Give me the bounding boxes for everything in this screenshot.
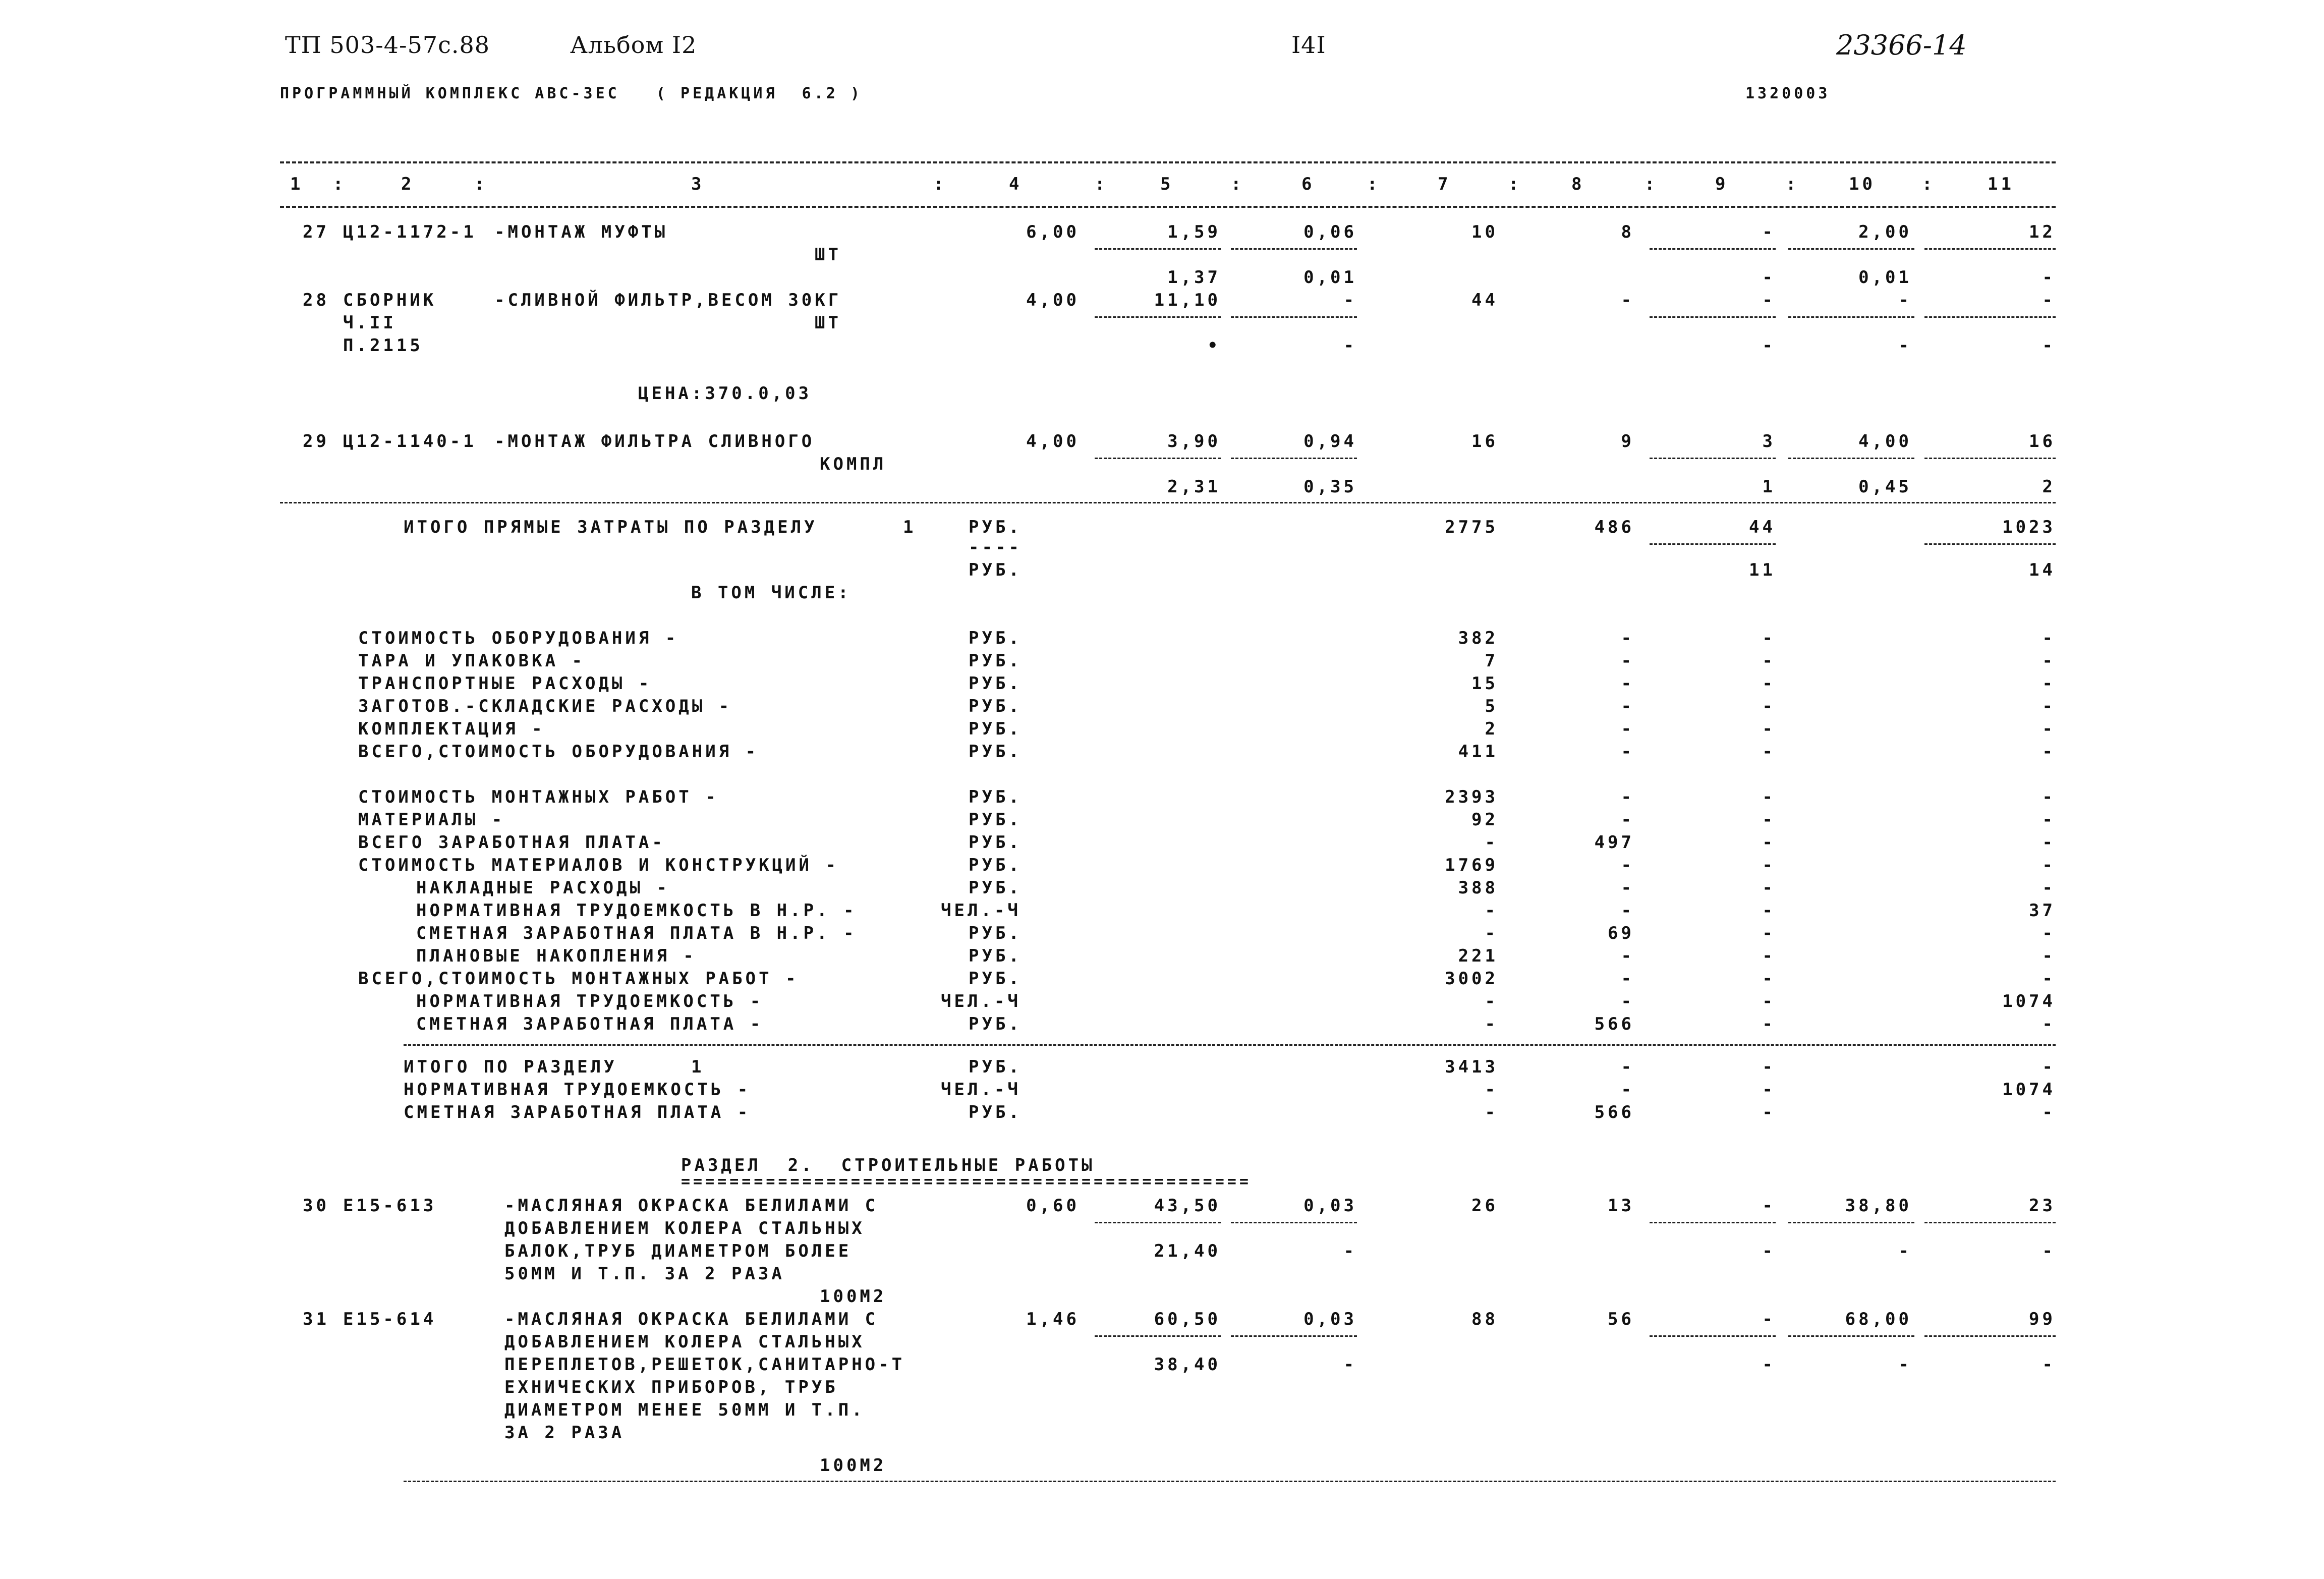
in-that-label: В ТОМ ЧИСЛЕ:: [691, 583, 852, 603]
sub-rule: [1095, 1222, 1221, 1223]
program-title: ПРОГРАММНЫЙ КОМПЛЕКС АВС-3ЕС ( РЕДАКЦИЯ 6.2 ): [280, 85, 863, 102]
total-direct-unit: РУБ.: [969, 517, 1022, 537]
cell-c10b: 0,45: [1858, 477, 1912, 497]
section-total-unit: ЧЕЛ.-Ч: [941, 1080, 1021, 1100]
column-separator: :: [1367, 174, 1381, 194]
cell-c7: 88: [1471, 1309, 1498, 1329]
row-code: Ц12-1140-1: [343, 431, 477, 452]
row-unit: ШТ: [815, 313, 841, 333]
cell-c11b: -: [2042, 1355, 2056, 1375]
cell-c11b: -: [2042, 335, 2056, 356]
cell-c7: 411: [1458, 742, 1498, 762]
works-unit: РУБ.: [969, 1014, 1022, 1034]
row-number: 31: [303, 1309, 329, 1329]
cell-c8: 56: [1608, 1309, 1634, 1329]
cell-c5b: 2,31: [1167, 477, 1221, 497]
sub-rule: [1788, 1222, 1914, 1223]
row-desc-line: ДОБАВЛЕНИЕМ КОЛЕРА СТАЛЬНЫХ: [504, 1218, 865, 1238]
cell-c8: -: [1621, 991, 1634, 1011]
cell-c9: -: [1762, 1196, 1776, 1216]
row-unit: ШТ: [815, 245, 841, 265]
cell-c11: 23: [2029, 1196, 2056, 1216]
section-total-unit: РУБ.: [969, 1057, 1022, 1077]
cell-c11: -: [2042, 742, 2056, 762]
cell-c7: -: [1485, 1080, 1498, 1100]
cell-c9: -: [1762, 946, 1776, 966]
cell-c8: -: [1621, 855, 1634, 875]
total-c8: 486: [1594, 517, 1634, 537]
row-desc-line: -МАСЛЯНАЯ ОКРАСКА БЕЛИЛАМИ С: [504, 1309, 879, 1329]
cell-c11: -: [2042, 673, 2056, 694]
cell-c7: 1769: [1445, 855, 1498, 875]
cell-c9: -: [1762, 969, 1776, 989]
program-code: 1320003: [1745, 85, 1831, 102]
row-unit: КОМПЛ: [820, 454, 887, 474]
cell-c8: -: [1621, 651, 1634, 671]
cell-c9: -: [1762, 855, 1776, 875]
column-number: 6: [1301, 174, 1315, 194]
column-number: 11: [1988, 174, 2014, 194]
row-desc-line: БАЛОК,ТРУБ ДИАМЕТРОМ БОЛЕЕ: [504, 1241, 852, 1261]
cell-c7: 2: [1485, 719, 1498, 739]
cell-c8: 566: [1594, 1014, 1634, 1034]
column-separator: :: [933, 174, 947, 194]
cell-c9: 3: [1762, 431, 1776, 452]
total-c9: 44: [1749, 517, 1776, 537]
cell-c6b: 0,35: [1303, 477, 1357, 497]
works-label: НОРМАТИВНАЯ ТРУДОЕМКОСТЬ -: [416, 991, 764, 1011]
cell-c4: 4,00: [1026, 431, 1080, 452]
works-label: СТОИМОСТЬ МОНТАЖНЫХ РАБОТ -: [358, 787, 719, 807]
sub-rule: [1924, 1222, 2056, 1223]
cell-c11: 1074: [2002, 1080, 2056, 1100]
header-bottom-rule: [280, 206, 2056, 208]
cell-c9: -: [1762, 900, 1776, 921]
column-separator: :: [1922, 174, 1936, 194]
row-desc-line: ЕХНИЧЕСКИХ ПРИБОРОВ, ТРУБ: [504, 1377, 838, 1397]
cell-c4: 6,00: [1026, 222, 1080, 242]
cell-c7: 3413: [1445, 1057, 1498, 1077]
cell-c10b: -: [1898, 1355, 1912, 1375]
doc-code: ТП 503-4-57с.88: [285, 31, 490, 59]
cell-c8: -: [1621, 946, 1634, 966]
cell-c7: 5: [1485, 696, 1498, 716]
cell-c6b: 0,01: [1303, 267, 1357, 288]
works-unit: РУБ.: [969, 923, 1022, 943]
cell-c9b: -: [1762, 335, 1776, 356]
column-number: 8: [1571, 174, 1585, 194]
cell-c11: 12: [2029, 222, 2056, 242]
equip-label: СТОИМОСТЬ ОБОРУДОВАНИЯ -: [358, 628, 679, 648]
cell-c9: -: [1762, 923, 1776, 943]
cell-c11: 16: [2029, 431, 2056, 452]
cell-c10b: -: [1898, 335, 1912, 356]
cell-c9b: 1: [1762, 477, 1776, 497]
row-desc-line: ПЕРЕПЛЕТОВ,РЕШЕТОК,САНИТАРНО-Т: [504, 1355, 905, 1375]
sub-rule: [1095, 1335, 1221, 1337]
total-direct-section: 1: [903, 517, 917, 537]
equip-label: ТРАНСПОРТНЫЕ РАСХОДЫ -: [358, 673, 652, 694]
cell-c9: -: [1762, 832, 1776, 853]
sub-rule: [1231, 1335, 1357, 1337]
column-separator: :: [1095, 174, 1108, 194]
cell-c8: -: [1621, 696, 1634, 716]
total-c9b: 11: [1749, 560, 1776, 580]
works-label: НАКЛАДНЫЕ РАСХОДЫ -: [416, 878, 670, 898]
equip-label: ВСЕГО,СТОИМОСТЬ ОБОРУДОВАНИЯ -: [358, 742, 759, 762]
cell-c8: -: [1621, 810, 1634, 830]
sub-rule: [1231, 1222, 1357, 1223]
sub-rule: [1924, 248, 2056, 250]
cell-c5: 11,10: [1154, 290, 1221, 310]
cell-c11: 99: [2029, 1309, 2056, 1329]
sub-rule: [1924, 543, 2056, 545]
equip-unit: РУБ.: [969, 673, 1022, 694]
cell-c11: -: [2042, 969, 2056, 989]
cell-c7: -: [1485, 832, 1498, 853]
sub-rule: [1650, 458, 1776, 459]
works-unit: РУБ.: [969, 787, 1022, 807]
sub-rule: [1788, 1335, 1914, 1337]
cell-c6b: -: [1343, 335, 1357, 356]
cell-c8: 13: [1608, 1196, 1634, 1216]
row-price: ЦЕНА:370.0,03: [638, 383, 812, 404]
equip-label: КОМПЛЕКТАЦИЯ -: [358, 719, 545, 739]
sub-rule: [1650, 316, 1776, 318]
total-direct-unit2: РУБ.: [969, 560, 1022, 580]
cell-c8: 69: [1608, 923, 1634, 943]
cell-c8: 9: [1621, 431, 1634, 452]
cell-c5b: 38,40: [1154, 1355, 1221, 1375]
cell-c6b: -: [1343, 1355, 1357, 1375]
column-separator: :: [333, 174, 347, 194]
table-bottom-rule: [404, 1481, 2056, 1482]
works-unit: РУБ.: [969, 810, 1022, 830]
works-unit: РУБ.: [969, 878, 1022, 898]
row-desc-line: 50ММ И Т.П. ЗА 2 РАЗА: [504, 1264, 785, 1284]
cell-c9b: -: [1762, 267, 1776, 288]
cell-c6: 0,03: [1303, 1196, 1357, 1216]
cell-c7: 7: [1485, 651, 1498, 671]
row-desc-line: ЗА 2 РАЗА: [504, 1423, 625, 1443]
cell-c7: -: [1485, 923, 1498, 943]
cell-c9: -: [1762, 1014, 1776, 1034]
works-label: ВСЕГО ЗАРАБОТНАЯ ПЛАТА-: [358, 832, 665, 853]
column-separator: :: [474, 174, 488, 194]
cell-c5b: •: [1207, 335, 1221, 356]
row-desc-line: ДОБАВЛЕНИЕМ КОЛЕРА СТАЛЬНЫХ: [504, 1332, 865, 1352]
cell-c10: 2,00: [1858, 222, 1912, 242]
cell-c5b: 21,40: [1154, 1241, 1221, 1261]
cell-c9: -: [1762, 1057, 1776, 1077]
cell-c8: 497: [1594, 832, 1634, 853]
cell-c11: -: [2042, 923, 2056, 943]
cell-c11: 1074: [2002, 991, 2056, 1011]
cell-c11: -: [2042, 1014, 2056, 1034]
cell-c9: -: [1762, 1102, 1776, 1122]
cell-c11: -: [2042, 946, 2056, 966]
column-separator: :: [1786, 174, 1799, 194]
cell-c6: 0,94: [1303, 431, 1357, 452]
row-name: -МОНТАЖ МУФТЫ: [494, 222, 668, 242]
cell-c11: -: [2042, 832, 2056, 853]
cell-c11: -: [2042, 787, 2056, 807]
row-code: Е15-613: [343, 1196, 437, 1216]
section-total-label: ИТОГО ПО РАЗДЕЛУ: [404, 1057, 617, 1077]
cell-c8: -: [1621, 290, 1634, 310]
sub-rule: [1650, 248, 1776, 250]
cell-c11: -: [2042, 290, 2056, 310]
cell-c7: -: [1485, 1014, 1498, 1034]
cell-c7: -: [1485, 900, 1498, 921]
cell-c8: -: [1621, 900, 1634, 921]
works-label: СМЕТНАЯ ЗАРАБОТНАЯ ПЛАТА -: [416, 1014, 764, 1034]
album-label: Альбом I2: [570, 31, 697, 59]
sub-rule: [1924, 458, 2056, 459]
column-number: 9: [1715, 174, 1729, 194]
cell-c9: -: [1762, 651, 1776, 671]
cell-c4: 4,00: [1026, 290, 1080, 310]
cell-c9: -: [1762, 878, 1776, 898]
total-c7: 2775: [1445, 517, 1498, 537]
column-number: 5: [1160, 174, 1174, 194]
column-number: 1: [290, 174, 304, 194]
cell-c9: -: [1762, 1309, 1776, 1329]
cell-c11: -: [2042, 628, 2056, 648]
cell-c9: -: [1762, 810, 1776, 830]
cell-c7: 3002: [1445, 969, 1498, 989]
cell-c7: 92: [1471, 810, 1498, 830]
total-c11b: 14: [2029, 560, 2056, 580]
row-number: 29: [303, 431, 329, 452]
section-total-label: СМЕТНАЯ ЗАРАБОТНАЯ ПЛАТА -: [404, 1102, 751, 1122]
cell-c7: 388: [1458, 878, 1498, 898]
sub-rule: [1231, 316, 1357, 318]
cell-c9: -: [1762, 991, 1776, 1011]
row-desc-line: -МАСЛЯНАЯ ОКРАСКА БЕЛИЛАМИ С: [504, 1196, 879, 1216]
total-c11: 1023: [2002, 517, 2056, 537]
cell-c9: -: [1762, 696, 1776, 716]
cell-c8: -: [1621, 1057, 1634, 1077]
section-total-label: НОРМАТИВНАЯ ТРУДОЕМКОСТЬ -: [404, 1080, 751, 1100]
cell-c11: -: [2042, 810, 2056, 830]
cell-c6: 0,06: [1303, 222, 1357, 242]
cell-c7: 15: [1471, 673, 1498, 694]
sub-rule: [1095, 248, 1221, 250]
inventory-number: 23366-14: [1836, 29, 1967, 61]
cell-c9: -: [1762, 1080, 1776, 1100]
sub-rule: [1095, 316, 1221, 318]
works-unit: РУБ.: [969, 969, 1022, 989]
column-separator: :: [1231, 174, 1244, 194]
cell-c8: 8: [1621, 222, 1634, 242]
column-separator: :: [1645, 174, 1658, 194]
cell-c10: 38,80: [1845, 1196, 1912, 1216]
cell-c5: 3,90: [1167, 431, 1221, 452]
cell-c7: 10: [1471, 222, 1498, 242]
cell-c10: 68,00: [1845, 1309, 1912, 1329]
cell-c9: -: [1762, 673, 1776, 694]
works-label: ВСЕГО,СТОИМОСТЬ МОНТАЖНЫХ РАБОТ -: [358, 969, 799, 989]
row-name: -СЛИВНОЙ ФИЛЬТР,ВЕСОМ 30КГ: [494, 290, 842, 310]
section-rule: [404, 1044, 2056, 1046]
column-number: 10: [1849, 174, 1876, 194]
cell-c5: 1,59: [1167, 222, 1221, 242]
cell-c7: 26: [1471, 1196, 1498, 1216]
cell-c11: -: [2042, 719, 2056, 739]
cell-c7: 2393: [1445, 787, 1498, 807]
cell-c11: -: [2042, 855, 2056, 875]
cell-c11b: -: [2042, 267, 2056, 288]
section2-title: РАЗДЕЛ 2. СТРОИТЕЛЬНЫЕ РАБОТЫ: [681, 1155, 1095, 1175]
sub-rule: [1231, 248, 1357, 250]
works-unit: РУБ.: [969, 855, 1022, 875]
cell-c11b: -: [2042, 1241, 2056, 1261]
row-number: 27: [303, 222, 329, 242]
cell-c9b: -: [1762, 1355, 1776, 1375]
works-unit: ЧЕЛ.-Ч: [941, 900, 1021, 921]
works-label: ПЛАНОВЫЕ НАКОПЛЕНИЯ -: [416, 946, 697, 966]
cell-c7: 44: [1471, 290, 1498, 310]
cell-c9: -: [1762, 290, 1776, 310]
cell-c9: -: [1762, 787, 1776, 807]
cell-c4: 0,60: [1026, 1196, 1080, 1216]
cell-c9: -: [1762, 222, 1776, 242]
works-label: СМЕТНАЯ ЗАРАБОТНАЯ ПЛАТА В Н.Р. -: [416, 923, 857, 943]
cell-c11: -: [2042, 696, 2056, 716]
cell-c5b: 1,37: [1167, 267, 1221, 288]
section-total-unit: РУБ.: [969, 1102, 1022, 1122]
row-code-part: П.2115: [343, 335, 423, 356]
equip-label: ЗАГОТОВ.-СКЛАДСКИЕ РАСХОДЫ -: [358, 696, 732, 716]
cell-c7: 221: [1458, 946, 1498, 966]
row-desc-line: ДИАМЕТРОМ МЕНЕЕ 50ММ И Т.П.: [504, 1400, 865, 1420]
column-number: 7: [1438, 174, 1451, 194]
sub-rule: [1650, 543, 1776, 545]
cell-c9: -: [1762, 719, 1776, 739]
sub-rule: [1924, 1335, 2056, 1337]
sub-rule: [1788, 248, 1914, 250]
works-unit: ЧЕЛ.-Ч: [941, 991, 1021, 1011]
cell-c8: -: [1621, 628, 1634, 648]
row-unit: 100М2: [820, 1455, 887, 1476]
sub-rule: [1924, 316, 2056, 318]
total-direct-dashes: ----: [969, 537, 1022, 557]
section-rule: [280, 502, 2056, 503]
cell-c8: -: [1621, 878, 1634, 898]
equip-unit: РУБ.: [969, 696, 1022, 716]
cell-c5: 43,50: [1154, 1196, 1221, 1216]
sub-rule: [1788, 316, 1914, 318]
row-code-part: Ч.II: [343, 313, 396, 333]
cell-c10: 4,00: [1858, 431, 1912, 452]
equip-unit: РУБ.: [969, 742, 1022, 762]
works-label: НОРМАТИВНАЯ ТРУДОЕМКОСТЬ В Н.Р. -: [416, 900, 857, 921]
cell-c10: -: [1898, 290, 1912, 310]
row-code: Ц12-1172-1: [343, 222, 477, 242]
cell-c11: -: [2042, 1102, 2056, 1122]
cell-c5: 60,50: [1154, 1309, 1221, 1329]
cell-c10b: -: [1898, 1241, 1912, 1261]
cell-c10b: 0,01: [1858, 267, 1912, 288]
cell-c8: -: [1621, 1080, 1634, 1100]
row-unit: 100М2: [820, 1286, 887, 1307]
cell-c8: -: [1621, 969, 1634, 989]
cell-c7: -: [1485, 1102, 1498, 1122]
cell-c8: -: [1621, 719, 1634, 739]
cell-c6b: -: [1343, 1241, 1357, 1261]
works-unit: РУБ.: [969, 832, 1022, 853]
cell-c9b: -: [1762, 1241, 1776, 1261]
sub-rule: [1650, 1222, 1776, 1223]
sub-rule: [1231, 458, 1357, 459]
column-separator: :: [1508, 174, 1522, 194]
row-name: -МОНТАЖ ФИЛЬТРА СЛИВНОГО: [494, 431, 815, 452]
equip-unit: РУБ.: [969, 651, 1022, 671]
equip-unit: РУБ.: [969, 719, 1022, 739]
section-total-number: 1: [691, 1057, 705, 1077]
row-number: 30: [303, 1196, 329, 1216]
cell-c11: -: [2042, 651, 2056, 671]
cell-c6: -: [1343, 290, 1357, 310]
column-number: 2: [401, 174, 415, 194]
sub-rule: [1788, 458, 1914, 459]
cell-c8: -: [1621, 673, 1634, 694]
cell-c9: -: [1762, 628, 1776, 648]
row-code: СБОРНИК: [343, 290, 437, 310]
equip-label: ТАРА И УПАКОВКА -: [358, 651, 585, 671]
cell-c8: 566: [1594, 1102, 1634, 1122]
cell-c11: 37: [2029, 900, 2056, 921]
cell-c9: -: [1762, 742, 1776, 762]
section2-underline: ===============================================: [681, 1173, 1252, 1191]
cell-c11: -: [2042, 878, 2056, 898]
cell-c7: -: [1485, 991, 1498, 1011]
sub-rule: [1095, 458, 1221, 459]
column-number: 3: [691, 174, 705, 194]
cell-c8: -: [1621, 787, 1634, 807]
row-code: Е15-614: [343, 1309, 437, 1329]
sub-rule: [1650, 1335, 1776, 1337]
table-top-rule: [280, 161, 2056, 163]
works-label: СТОИМОСТЬ МАТЕРИАЛОВ И КОНСТРУКЦИЙ -: [358, 855, 839, 875]
equip-unit: РУБ.: [969, 628, 1022, 648]
cell-c11: -: [2042, 1057, 2056, 1077]
column-number: 4: [1009, 174, 1023, 194]
cell-c6: 0,03: [1303, 1309, 1357, 1329]
row-number: 28: [303, 290, 329, 310]
cell-c4: 1,46: [1026, 1309, 1080, 1329]
cell-c8: -: [1621, 742, 1634, 762]
total-direct-label: ИТОГО ПРЯМЫЕ ЗАТРАТЫ ПО РАЗДЕЛУ: [404, 517, 818, 537]
cell-c7: 16: [1471, 431, 1498, 452]
works-label: МАТЕРИАЛЫ -: [358, 810, 505, 830]
page-number: I4I: [1291, 31, 1326, 59]
works-unit: РУБ.: [969, 946, 1022, 966]
cell-c11b: 2: [2042, 477, 2056, 497]
cell-c7: 382: [1458, 628, 1498, 648]
